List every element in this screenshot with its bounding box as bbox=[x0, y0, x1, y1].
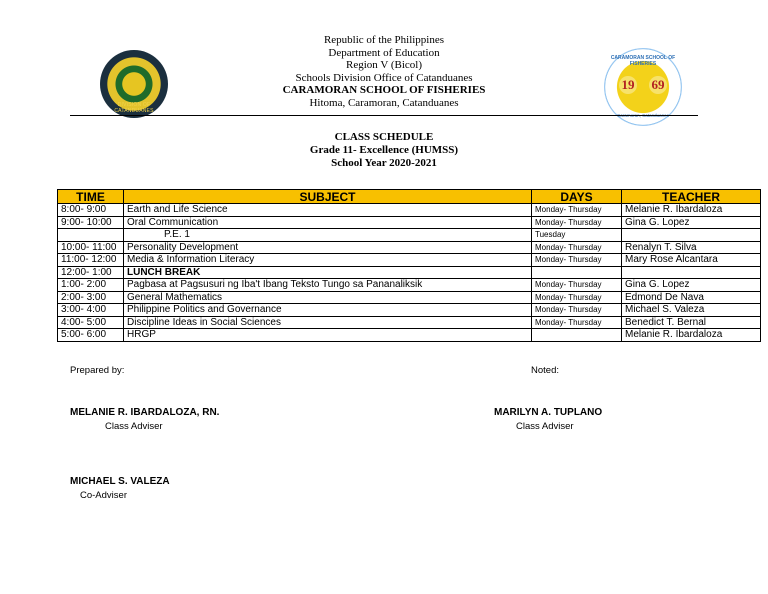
column-header-days: DAYS bbox=[532, 190, 622, 204]
cell-days: Monday- Thursday bbox=[532, 241, 622, 254]
cell-subject: General Mathematics bbox=[124, 291, 532, 304]
noted-role: Class Adviser bbox=[516, 421, 574, 432]
cell-subject: Personality Development bbox=[124, 241, 532, 254]
cell-time: 8:00- 9:00 bbox=[58, 204, 124, 217]
right-seal-bottom-text: Caramoran, Catanduanes bbox=[617, 113, 669, 118]
cell-teacher: Benedict T. Bernal bbox=[622, 316, 761, 329]
cell-days: Monday- Thursday bbox=[532, 316, 622, 329]
table-row bbox=[58, 229, 761, 242]
noted-name: MARILYN A. TUPLANO bbox=[494, 407, 603, 418]
cell-subject: P.E. 1 bbox=[124, 229, 532, 242]
deped-seal-icon bbox=[100, 50, 168, 118]
cell-teacher: Gina G. Lopez bbox=[622, 279, 761, 292]
cell-subject: HRGP bbox=[124, 329, 532, 342]
column-header-teacher: TEACHER bbox=[622, 190, 761, 204]
column-header-subject: SUBJECT bbox=[124, 190, 532, 204]
cell-subject: Pagbasa at Pagsusuri ng Iba't Ibang Teksto Tungo sa Pananaliksik bbox=[124, 279, 532, 292]
prepared-by-label: Prepared by: bbox=[70, 365, 125, 376]
seal-year-left: 19 bbox=[619, 76, 637, 94]
cell-time: 3:00- 4:00 bbox=[58, 304, 124, 317]
cell-teacher: Melanie R. Ibardaloza bbox=[622, 329, 761, 342]
letterhead-address: Hitoma, Caramoran, Catanduanes bbox=[309, 96, 459, 109]
table-row bbox=[58, 316, 761, 329]
table-row bbox=[58, 216, 761, 229]
column-header-time: TIME bbox=[58, 190, 124, 204]
cell-time: 1:00- 2:00 bbox=[58, 279, 124, 292]
cell-subject: Oral Communication bbox=[124, 216, 532, 229]
letterhead-region: Region V (Bicol) bbox=[346, 59, 422, 72]
cell-teacher: Michael S. Valeza bbox=[622, 304, 761, 317]
letterhead-department: Department of Education bbox=[328, 46, 440, 59]
table-header-row bbox=[58, 190, 761, 204]
table-row bbox=[58, 204, 761, 217]
cell-time: 11:00- 12:00 bbox=[58, 254, 124, 267]
letterhead bbox=[240, 34, 528, 110]
cell-days: Monday- Thursday bbox=[532, 279, 622, 292]
cell-days: Monday- Thursday bbox=[532, 304, 622, 317]
adviser-role: Class Adviser bbox=[105, 421, 163, 432]
school-seal-year bbox=[619, 76, 667, 94]
cell-subject: Discipline Ideas in Social Sciences bbox=[124, 316, 532, 329]
table-row bbox=[58, 304, 761, 317]
cell-teacher bbox=[622, 229, 761, 242]
table-row bbox=[58, 279, 761, 292]
right-seal-top-text: CARAMORAN SCHOOL OF FISHERIES bbox=[610, 55, 676, 67]
table-row bbox=[58, 329, 761, 342]
title-grade: Grade 11- Excellence (HUMSS) bbox=[309, 144, 459, 157]
letterhead-school: CARAMORAN SCHOOL OF FISHERIES bbox=[282, 84, 486, 97]
cell-days: Monday- Thursday bbox=[532, 254, 622, 267]
cell-days: Tuesday bbox=[532, 229, 622, 242]
cell-subject: LUNCH BREAK bbox=[124, 266, 532, 279]
cell-teacher: Melanie R. Ibardaloza bbox=[622, 204, 761, 217]
coadviser-role: Co-Adviser bbox=[80, 490, 127, 501]
cell-teacher: Gina G. Lopez bbox=[622, 216, 761, 229]
letterhead-division: Schools Division Office of Catanduanes bbox=[295, 71, 473, 84]
coadviser-name: MICHAEL S. VALEZA bbox=[70, 476, 170, 487]
table-row bbox=[58, 241, 761, 254]
cell-days bbox=[532, 266, 622, 279]
cell-time: 2:00- 3:00 bbox=[58, 291, 124, 304]
title-year: School Year 2020-2021 bbox=[331, 157, 437, 170]
cell-time bbox=[58, 229, 124, 242]
cell-days bbox=[532, 329, 622, 342]
cell-time: 10:00- 11:00 bbox=[58, 241, 124, 254]
adviser-name: MELANIE R. IBARDALOZA, RN. bbox=[70, 407, 220, 418]
schedule-table bbox=[57, 189, 761, 342]
header-divider bbox=[70, 115, 698, 116]
cell-time: 12:00- 1:00 bbox=[58, 266, 124, 279]
letterhead-republic: Republic of the Philippines bbox=[323, 34, 445, 46]
cell-time: 5:00- 6:00 bbox=[58, 329, 124, 342]
cell-subject: Media & Information Literacy bbox=[124, 254, 532, 267]
cell-time: 4:00- 5:00 bbox=[58, 316, 124, 329]
cell-days: Monday- Thursday bbox=[532, 216, 622, 229]
seal-year-right: 69 bbox=[649, 76, 667, 94]
cell-teacher bbox=[622, 266, 761, 279]
cell-teacher: Mary Rose Alcantara bbox=[622, 254, 761, 267]
table-row bbox=[58, 254, 761, 267]
cell-days: Monday- Thursday bbox=[532, 291, 622, 304]
cell-subject: Philippine Politics and Governance bbox=[124, 304, 532, 317]
cell-days: Monday- Thursday bbox=[532, 204, 622, 217]
cell-time: 9:00- 10:00 bbox=[58, 216, 124, 229]
cell-subject: Earth and Life Science bbox=[124, 204, 532, 217]
left-seal-text: DIVISION OF CATANDUANES bbox=[114, 102, 154, 114]
table-row bbox=[58, 266, 761, 279]
title-main: CLASS SCHEDULE bbox=[334, 131, 434, 143]
cell-teacher: Edmond De Nava bbox=[622, 291, 761, 304]
table-row bbox=[58, 291, 761, 304]
noted-label: Noted: bbox=[531, 365, 559, 376]
cell-teacher: Renalyn T. Silva bbox=[622, 241, 761, 254]
document-title bbox=[240, 131, 528, 171]
